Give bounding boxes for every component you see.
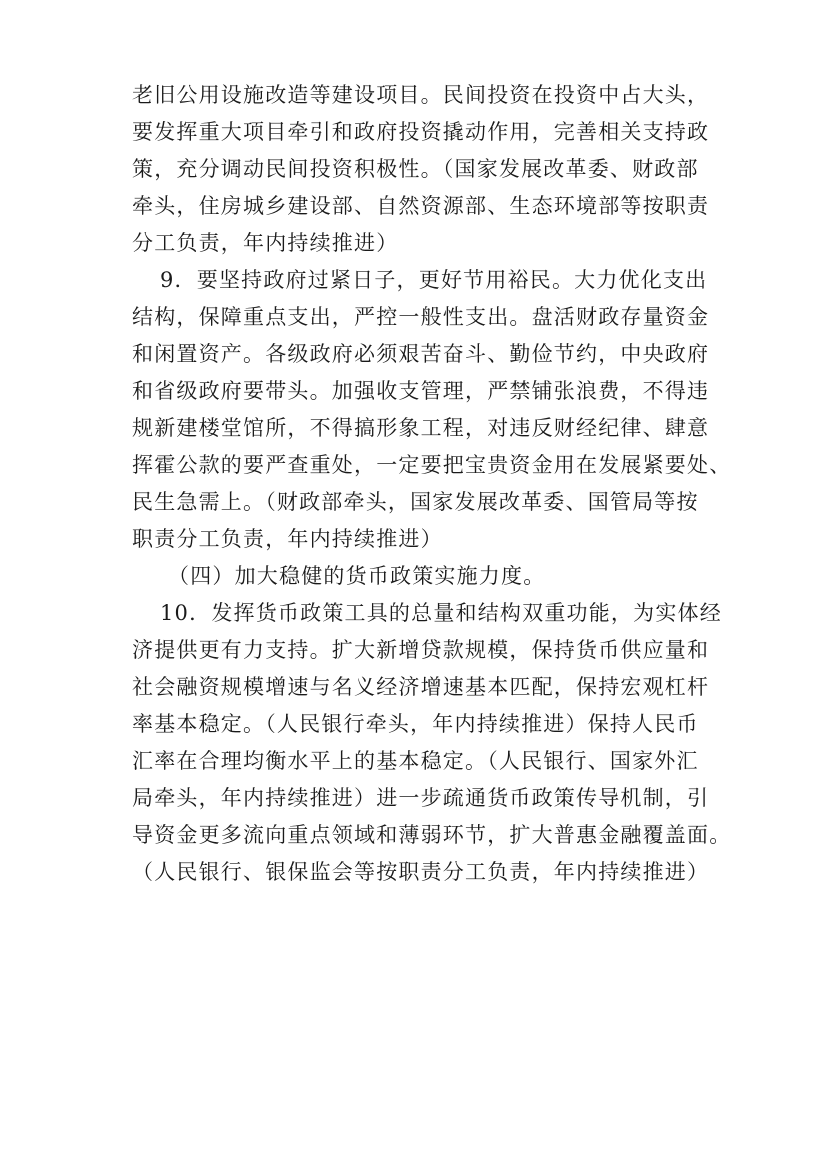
text-line: 社会融资规模增速与名义经济增速基本匹配，保持宏观杠杆: [132, 675, 710, 699]
text-line: 和闲置资产。各级政府必须艰苦奋斗、勤俭节约，中央政府: [132, 342, 710, 366]
text-line: 济提供更有力支持。扩大新增贷款规模，保持货币供应量和: [132, 638, 710, 662]
text-line: 规新建楼堂馆所，不得搞形象工程，对违反财经纪律、肆意: [132, 416, 710, 440]
text-line: 汇率在合理均衡水平上的基本稳定。（人民银行、国家外汇: [132, 749, 699, 773]
paragraph-8-continuation: [132, 77, 712, 262]
text-line: 和省级政府要带头。加强收支管理，严禁铺张浪费，不得违: [132, 379, 710, 403]
text-line: 挥霍公款的要严查重处，一定要把宝贵资金用在发展紧要处、: [132, 453, 732, 477]
section-heading: [132, 558, 712, 595]
text-line: 9．要坚持政府过紧日子，更好节用裕民。大力优化支出: [160, 268, 708, 292]
text-line: 牵头，住房城乡建设部、自然资源部、生态环境部等按职责: [132, 194, 710, 218]
paragraph-9: [132, 262, 732, 558]
text-line: 导资金更多流向重点领域和薄弱环节，扩大普惠金融覆盖面。: [132, 823, 732, 847]
text-line: 策，充分调动民间投资积极性。（国家发展改革委、财政部: [132, 157, 699, 181]
text-line: 要发挥重大项目牵引和政府投资撬动作用，完善相关支持政: [132, 120, 710, 144]
text-line: 民生急需上。（财政部牵头，国家发展改革委、国管局等按: [132, 490, 699, 514]
heading-line: （四）加大稳健的货币政策实施力度。: [168, 564, 546, 588]
text-line: 10．发挥货币政策工具的总量和结构双重功能，为实体经: [160, 601, 722, 625]
text-line: 分工负责，年内持续推进）: [132, 231, 399, 255]
text-line: 局牵头，年内持续推进）进一步疏通货币政策传导机制，引: [132, 786, 710, 810]
text-line: 结构，保障重点支出，严控一般性支出。盘活财政存量资金: [132, 305, 710, 329]
document-page: [132, 77, 732, 891]
paragraph-10: [132, 595, 732, 891]
text-line: （人民银行、银保监会等按职责分工负责，年内持续推进）: [132, 860, 710, 884]
text-line: 职责分工负责，年内持续推进）: [132, 527, 443, 551]
text-line: 老旧公用设施改造等建设项目。民间投资在投资中占大头，: [132, 83, 710, 107]
text-line: 率基本稳定。（人民银行牵头，年内持续推进）保持人民币: [132, 712, 699, 736]
